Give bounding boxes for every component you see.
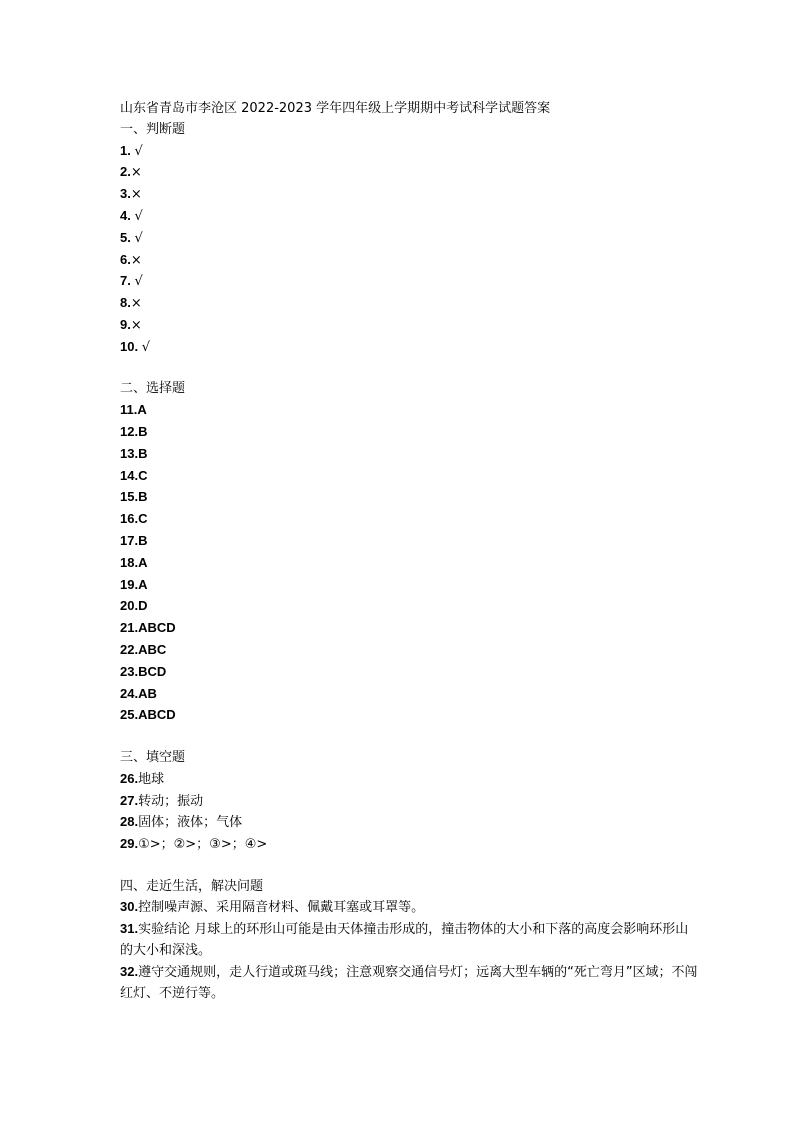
answer-text: B <box>138 489 148 505</box>
answer-text: × <box>130 165 142 181</box>
answer-text: C <box>138 467 148 483</box>
multiple-choice-answers <box>120 400 700 727</box>
answer-text: 转动；振动 <box>138 793 204 809</box>
answer-text: ①>；②>；③>；④> <box>138 837 268 853</box>
question-number: 3. <box>120 186 131 202</box>
answer-text: ABCD <box>138 707 176 723</box>
question-number: 28. <box>120 814 139 830</box>
answer-text: B <box>138 532 148 548</box>
answer-item <box>120 162 700 184</box>
answer-text: 遵守交通规则，走人行道或斑马线；注意观察交通信号灯；远离大型车辆的“死亡弯月”区域；不闯红灯、不逆行等。 <box>120 964 698 1001</box>
answer-item <box>120 293 700 315</box>
answer-item <box>120 422 700 444</box>
answer-text: 控制噪声源、采用隔音材料、佩戴耳塞或耳罩等。 <box>138 900 425 916</box>
answer-item <box>120 640 700 662</box>
answer-item <box>120 400 700 422</box>
answer-text: ABC <box>138 641 167 657</box>
question-number: 27. <box>120 792 139 808</box>
answer-text: 实验结论 月球上的环形山可能是由天体撞击形成的，撞击物体的大小和下落的高度会影响环形山的大小和深浅。 <box>120 922 689 959</box>
real-life-answers <box>120 897 700 1004</box>
question-number: 20. <box>120 598 139 614</box>
question-number: 13. <box>120 445 139 461</box>
answer-item <box>120 487 700 509</box>
answer-item <box>120 271 700 293</box>
question-number: 6. <box>120 251 131 267</box>
blank-line <box>120 856 700 877</box>
section-heading-real-life: 四、走近生活，解决问题 <box>120 878 264 894</box>
answer-item <box>120 444 700 466</box>
answer-item <box>120 897 700 919</box>
answer-item <box>120 315 700 337</box>
question-number: 1. <box>120 142 135 158</box>
true-false-answers <box>120 141 700 359</box>
answer-item <box>120 575 700 597</box>
fill-in-answers <box>120 769 700 856</box>
answer-item <box>120 684 700 706</box>
question-number: 14. <box>120 467 139 483</box>
question-number: 30. <box>120 899 139 915</box>
answer-item <box>120 919 700 962</box>
question-number: 4. <box>120 207 135 223</box>
answer-text: × <box>130 252 142 268</box>
section-heading-multiple-choice: 二、选择题 <box>120 381 186 397</box>
answer-item <box>120 618 700 640</box>
answer-item <box>120 337 700 359</box>
answer-text: √ <box>134 274 143 290</box>
answer-item <box>120 531 700 553</box>
answer-item <box>120 596 700 618</box>
question-number: 32. <box>120 963 139 979</box>
answer-text: × <box>130 317 142 333</box>
answer-text: B <box>138 445 148 461</box>
answer-text: √ <box>141 339 150 355</box>
answer-item <box>120 228 700 250</box>
answer-item <box>120 466 700 488</box>
answer-item <box>120 250 700 272</box>
answer-text: D <box>138 598 148 614</box>
answer-text: ABCD <box>138 620 176 636</box>
answer-item <box>120 206 700 228</box>
answer-item <box>120 553 700 575</box>
question-number: 25. <box>120 707 139 723</box>
answer-item <box>120 812 700 834</box>
question-number: 17. <box>120 532 139 548</box>
answer-text: 固体；液体；气体 <box>138 815 243 831</box>
answer-text: A <box>138 554 148 570</box>
question-number: 18. <box>120 554 139 570</box>
question-number: 7. <box>120 273 135 289</box>
section-heading-true-false: 一、判断题 <box>120 121 186 137</box>
question-number: 9. <box>120 316 131 332</box>
answer-text: A <box>137 402 147 418</box>
answer-item <box>120 184 700 206</box>
answer-item <box>120 769 700 791</box>
question-number: 29. <box>120 836 139 852</box>
answer-item <box>120 705 700 727</box>
answer-text: √ <box>134 208 143 224</box>
question-number: 22. <box>120 641 139 657</box>
question-number: 19. <box>120 576 139 592</box>
answer-text: 地球 <box>138 771 165 787</box>
answer-item <box>120 662 700 684</box>
question-number: 10. <box>120 338 142 354</box>
answer-text: √ <box>134 230 143 246</box>
answer-item <box>120 791 700 813</box>
question-number: 11. <box>120 402 138 418</box>
section-heading-fill-in: 三、填空题 <box>120 749 186 765</box>
question-number: 5. <box>120 229 135 245</box>
answer-item <box>120 509 700 531</box>
question-number: 21. <box>120 620 139 636</box>
document-title: 山东省青岛市李沧区 2022-2023 学年四年级上学期期中考试科学试题答案 <box>120 101 551 116</box>
answer-text: × <box>130 187 142 203</box>
blank-line <box>120 359 700 380</box>
answer-item <box>120 962 700 1005</box>
answer-text: √ <box>134 143 143 159</box>
question-number: 8. <box>120 295 131 311</box>
answer-item <box>120 834 700 856</box>
answer-text: C <box>138 511 148 527</box>
question-number: 23. <box>120 663 139 679</box>
answer-text: × <box>130 296 142 312</box>
question-number: 31. <box>120 921 139 937</box>
answer-text: A <box>138 576 148 592</box>
answer-item <box>120 141 700 163</box>
question-number: 26. <box>120 770 139 786</box>
answer-text: AB <box>138 685 157 701</box>
question-number: 24. <box>120 685 139 701</box>
question-number: 12. <box>120 423 139 439</box>
question-number: 15. <box>120 489 139 505</box>
answer-text: BCD <box>138 663 167 679</box>
answer-text: B <box>138 423 148 439</box>
answer-document <box>120 99 700 1004</box>
blank-line <box>120 727 700 748</box>
question-number: 2. <box>120 164 131 180</box>
question-number: 16. <box>120 511 139 527</box>
